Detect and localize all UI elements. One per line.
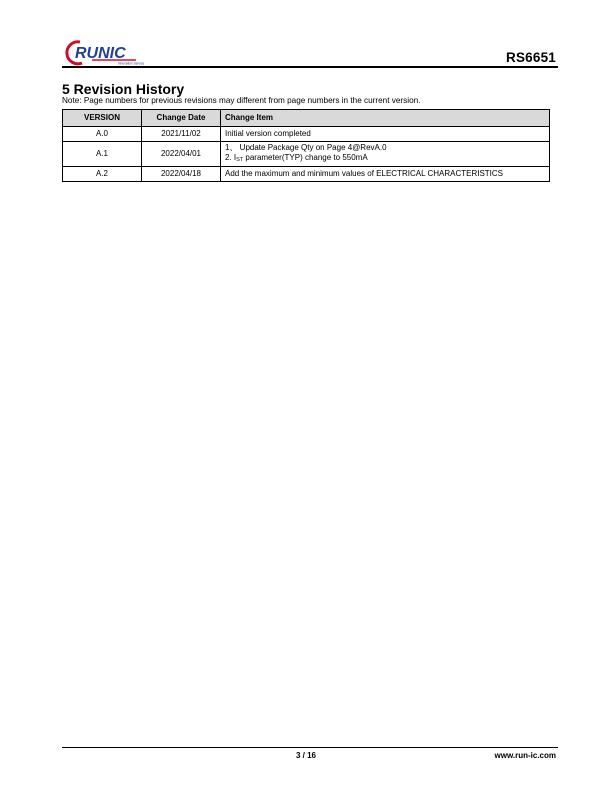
item-text: parameter(TYP) change to 550mA bbox=[243, 153, 368, 162]
cell-date: 2022/04/01 bbox=[142, 142, 221, 167]
cell-date: 2022/04/18 bbox=[142, 167, 221, 182]
part-number: RS6651 bbox=[506, 50, 556, 65]
footer-rule bbox=[62, 747, 558, 748]
header-change-item: Change Item bbox=[221, 110, 550, 127]
header-version: VERSION bbox=[63, 110, 142, 127]
table-row bbox=[63, 127, 550, 142]
item-subscript: ST bbox=[236, 157, 244, 163]
table-row bbox=[63, 167, 550, 182]
cell-item: Initial version completed bbox=[221, 127, 550, 142]
runic-logo bbox=[66, 38, 145, 66]
cell-version: A.1 bbox=[63, 142, 142, 167]
website-link[interactable]: www.run-ic.com bbox=[494, 751, 556, 760]
table-row bbox=[63, 142, 550, 167]
revision-table bbox=[62, 109, 550, 182]
logo-wordmark: RUNIC bbox=[75, 45, 126, 62]
cell-item-line: 1、 Update Package Qty on Page 4@RevA.0 bbox=[225, 143, 387, 152]
section-title: 5 Revision History bbox=[62, 81, 185, 97]
header-change-date: Change Date bbox=[142, 110, 221, 127]
cell-version: A.2 bbox=[63, 167, 142, 182]
item-text: 2. I bbox=[225, 153, 237, 162]
cell-item: Add the maximum and minimum values of ELECTRICAL CHARACTERISTICS bbox=[221, 167, 550, 182]
cell-date: 2021/11/02 bbox=[142, 127, 221, 142]
section-note: Note: Page numbers for previous revisions may different from page numbers in the current version. bbox=[62, 96, 421, 105]
logo-tagline: Innovation Service bbox=[118, 61, 145, 66]
cell-item-line bbox=[225, 153, 545, 165]
cell-item bbox=[221, 142, 550, 167]
table-header-row bbox=[63, 110, 550, 127]
page-number: 3 / 16 bbox=[295, 751, 316, 760]
cell-version: A.0 bbox=[63, 127, 142, 142]
header-rule bbox=[62, 66, 558, 68]
